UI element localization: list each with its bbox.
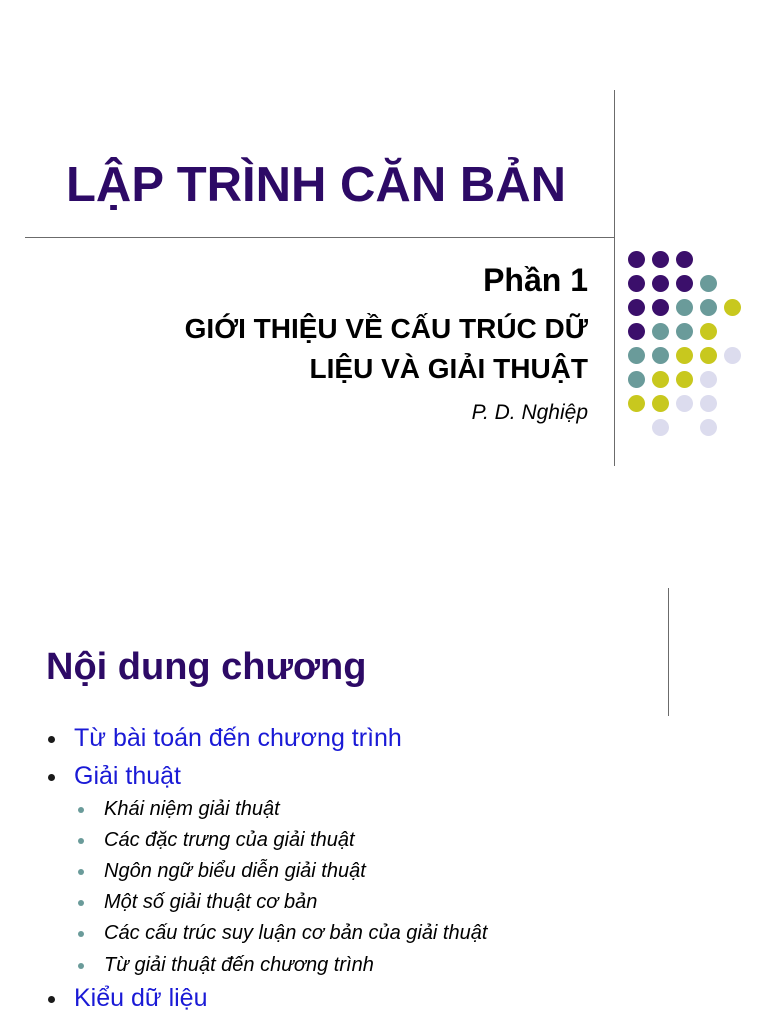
subtitle-line-1: GIỚI THIỆU VỀ CẤU TRÚC DỮ — [184, 313, 588, 344]
decorative-dot — [628, 371, 645, 388]
author-name: P. D. Nghiệp — [471, 401, 588, 424]
outline-item-text: Ngôn ngữ biểu diễn giải thuật — [104, 860, 366, 882]
decorative-dot — [724, 299, 741, 316]
decorative-dot — [652, 371, 669, 388]
bullet-icon — [48, 996, 55, 1003]
bullet-icon — [78, 838, 84, 844]
bullet-icon — [78, 807, 84, 813]
decorative-dot — [676, 371, 693, 388]
outline-item-text: Các cấu trúc suy luận cơ bản của giải thuật — [104, 922, 488, 944]
decorative-dot — [676, 275, 693, 292]
bullet-icon — [78, 963, 84, 969]
decorative-dot — [652, 251, 669, 268]
decorative-dot — [652, 323, 669, 340]
outline-item-text: Một số giải thuật cơ bản — [104, 891, 318, 913]
decorative-dot — [700, 347, 717, 364]
decorative-dot — [676, 395, 693, 412]
decorative-dot — [700, 419, 717, 436]
decorative-dot — [700, 323, 717, 340]
outline-item-text: Từ bài toán đến chương trình — [74, 724, 402, 752]
outline-item-text: Khái niệm giải thuật — [104, 798, 280, 820]
decorative-dot — [700, 275, 717, 292]
bullet-icon — [78, 931, 84, 937]
decorative-dot — [628, 323, 645, 340]
outline-item-text: Giải thuật — [74, 762, 182, 790]
part-label: Phần 1 — [483, 262, 588, 298]
decorative-dot — [628, 347, 645, 364]
decorative-dot — [652, 395, 669, 412]
decorative-dot — [676, 347, 693, 364]
decorative-dot — [700, 299, 717, 316]
decorative-dot — [628, 299, 645, 316]
horizontal-divider — [25, 237, 615, 238]
vertical-divider — [614, 90, 615, 466]
decorative-dot — [676, 299, 693, 316]
vertical-divider — [668, 588, 669, 716]
decorative-dot — [628, 275, 645, 292]
bullet-icon — [78, 900, 84, 906]
slide-2 — [0, 512, 768, 1024]
slide-title: LẬP TRÌNH CĂN BẢN — [66, 158, 566, 212]
decorative-dot — [628, 251, 645, 268]
decorative-dot — [652, 419, 669, 436]
decorative-dot — [700, 395, 717, 412]
decorative-dot — [676, 323, 693, 340]
decorative-dot — [628, 395, 645, 412]
outline-item-text: Từ giải thuật đến chương trình — [104, 954, 374, 976]
slide-title: Nội dung chương — [46, 646, 367, 688]
bullet-icon — [78, 869, 84, 875]
bullet-icon — [48, 736, 55, 743]
subtitle-line-2: LIỆU VÀ GIẢI THUẬT — [309, 353, 588, 384]
decorative-dot — [652, 299, 669, 316]
outline-item-text: Các đặc trưng của giải thuật — [104, 829, 355, 851]
bullet-icon — [48, 774, 55, 781]
outline-item-text: Kiểu dữ liệu — [74, 984, 208, 1012]
decorative-dot — [652, 347, 669, 364]
decorative-dot — [652, 275, 669, 292]
decorative-dot — [676, 251, 693, 268]
decorative-dot — [700, 371, 717, 388]
decorative-dot — [724, 347, 741, 364]
